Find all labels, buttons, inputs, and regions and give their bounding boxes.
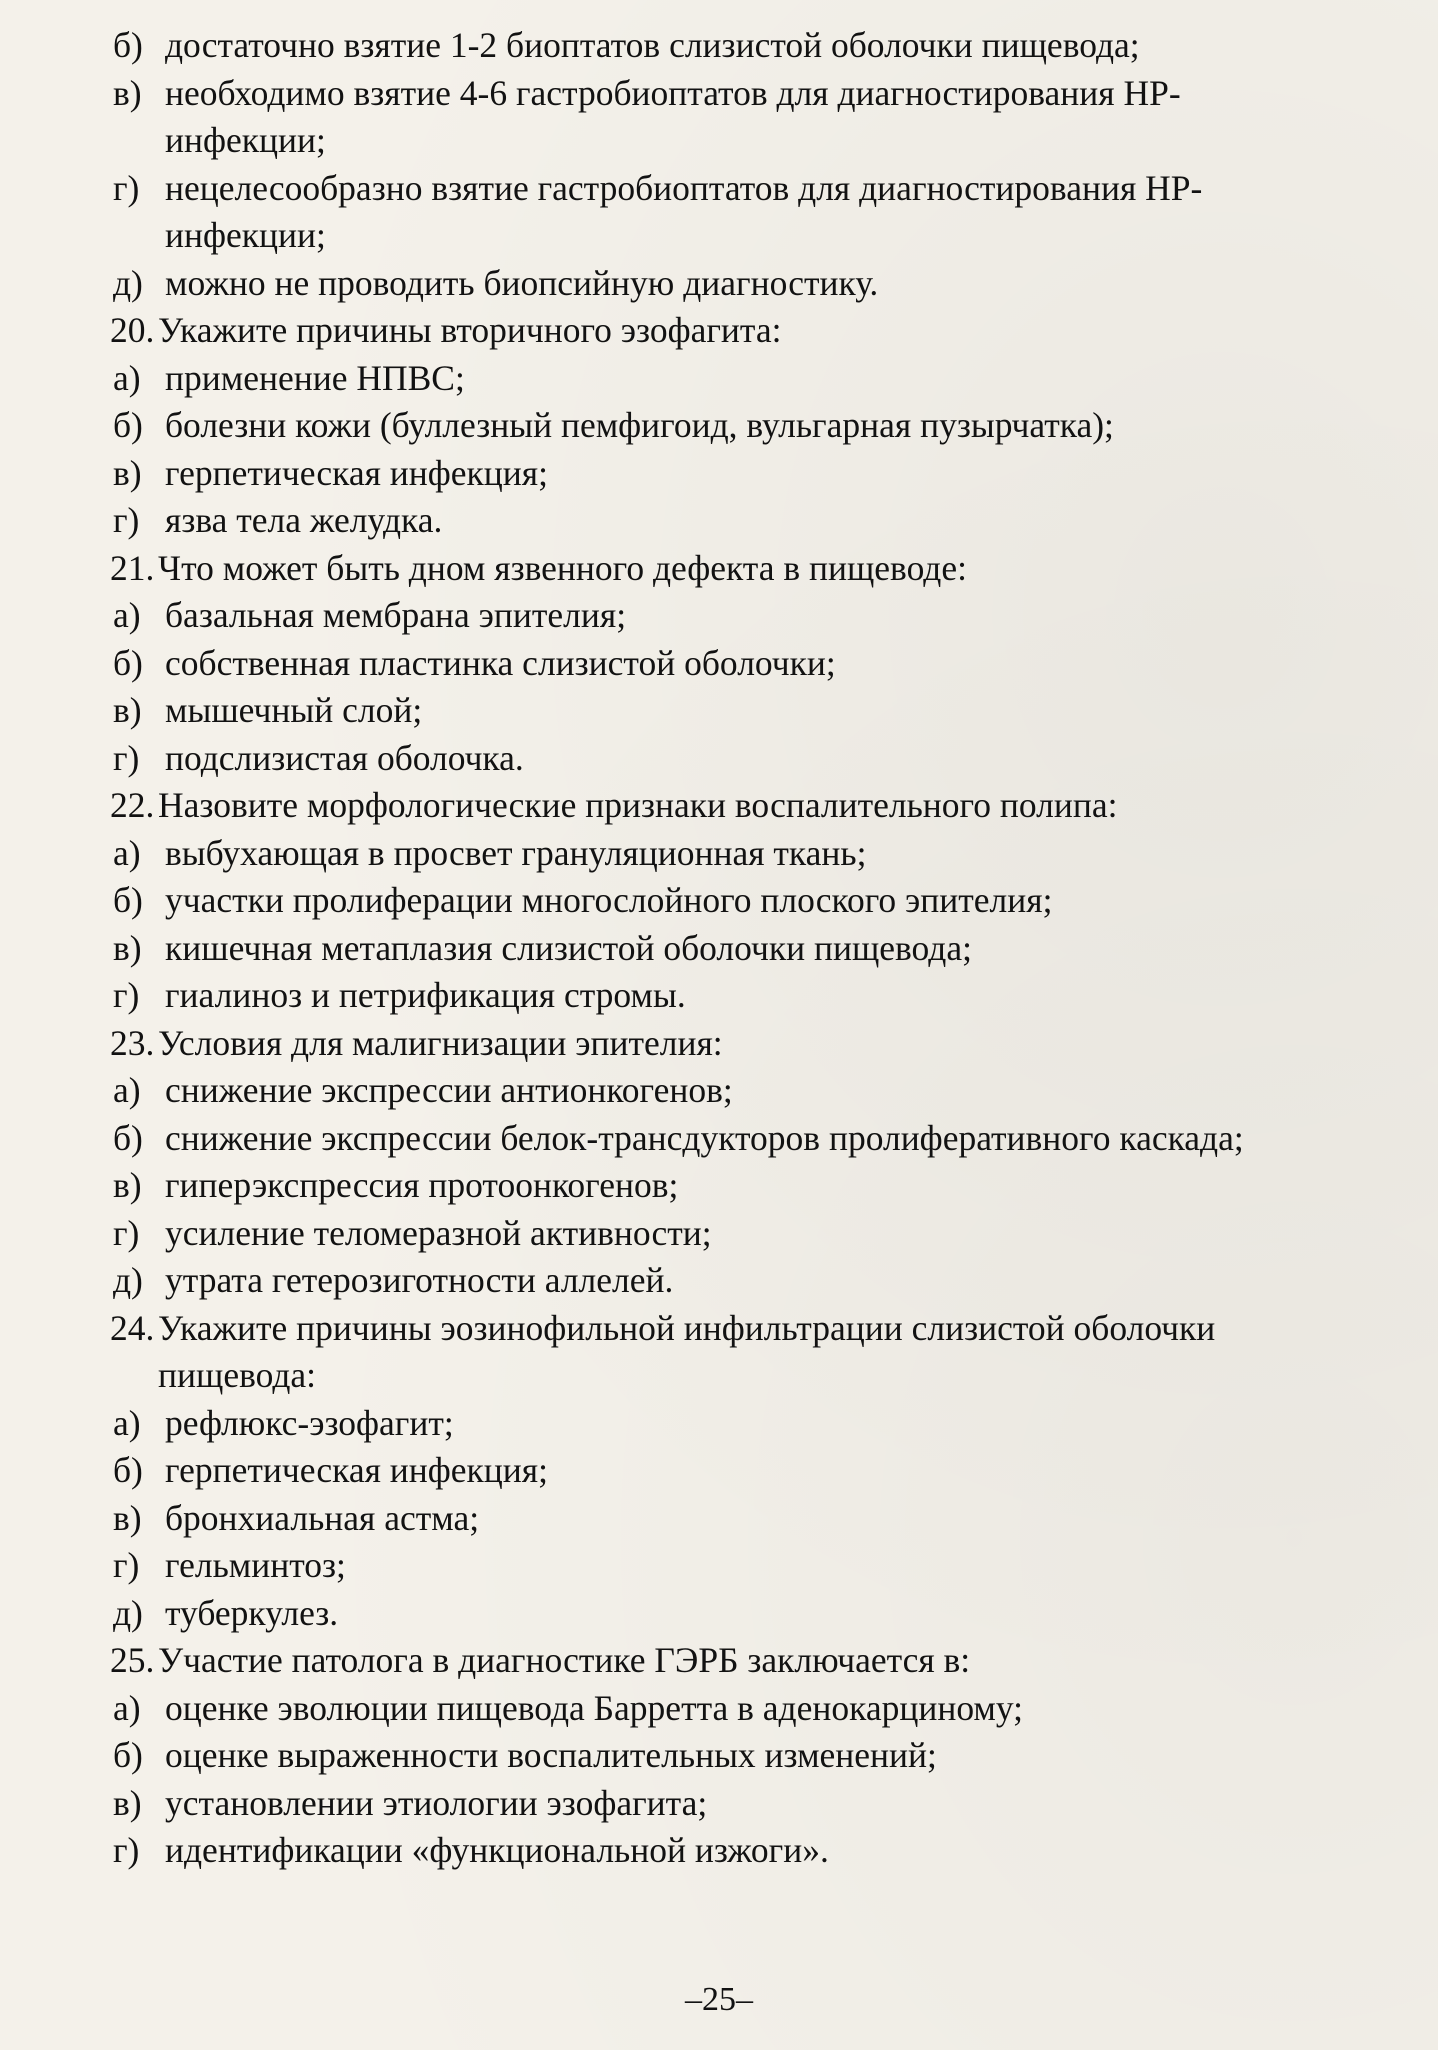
question-heading xyxy=(0,1305,1438,1400)
answer-option xyxy=(0,972,1438,1020)
answer-option xyxy=(0,925,1438,973)
option-letter: в) xyxy=(113,72,142,113)
question-number: 23. xyxy=(110,1022,155,1063)
option-text: оценке эволюции пищевода Барретта в аденокарциному; xyxy=(165,1687,1024,1728)
question-text: Участие патолога в диагностике ГЭРБ заключается в: xyxy=(158,1640,971,1680)
answer-options xyxy=(0,22,1438,307)
option-letter: г) xyxy=(113,975,140,1015)
answer-option xyxy=(0,1210,1438,1258)
option-letter: г) xyxy=(113,1830,140,1870)
question-list xyxy=(0,22,1438,1875)
question-number: 21. xyxy=(110,547,155,588)
answer-option xyxy=(0,640,1438,688)
answer-option xyxy=(0,22,1438,70)
option-text: применение НПВС; xyxy=(165,357,465,398)
option-letter: а) xyxy=(113,357,141,398)
answer-options xyxy=(0,1400,1438,1638)
answer-option xyxy=(0,735,1438,783)
question xyxy=(0,1637,1438,1875)
answer-option xyxy=(0,1732,1438,1780)
option-text: необходимо взятие 4-6 гастробиоптатов для диагностирования НР-инфекции; xyxy=(165,72,1181,160)
option-letter: д) xyxy=(113,262,143,303)
option-text: собственная пластинка слизистой оболочки; xyxy=(165,642,836,683)
option-text: герпетическая инфекция; xyxy=(165,1450,548,1490)
option-letter: б) xyxy=(113,1735,143,1775)
answer-option xyxy=(0,1115,1438,1163)
option-text: выбухающая в просвет грануляционная ткань; xyxy=(165,832,867,873)
answer-option xyxy=(0,70,1438,165)
answer-option xyxy=(0,402,1438,450)
option-letter: б) xyxy=(113,1117,143,1158)
answer-option xyxy=(0,1827,1438,1875)
question-text: Укажите причины эозинофильной инфильтрации слизистой оболочки пищевода: xyxy=(158,1307,1216,1395)
option-text: оценке выраженности воспалительных изменений; xyxy=(165,1735,937,1775)
answer-option xyxy=(0,830,1438,878)
option-text: герпетическая инфекция; xyxy=(165,452,548,493)
question-text: Назовите морфологические признаки воспалительного полипа: xyxy=(158,785,1118,825)
question xyxy=(0,1305,1438,1638)
option-letter: в) xyxy=(113,1165,142,1205)
option-letter: б) xyxy=(113,1450,143,1490)
answer-option xyxy=(0,1257,1438,1305)
option-letter: д) xyxy=(113,1260,143,1300)
answer-options xyxy=(0,355,1438,545)
option-letter: г) xyxy=(113,167,140,208)
option-letter: а) xyxy=(113,1687,141,1728)
question-text: Укажите причины вторичного эзофагита: xyxy=(158,310,782,350)
question-number: 24. xyxy=(110,1307,155,1348)
option-text: достаточно взятие 1-2 биоптатов слизистой оболочки пищевода; xyxy=(165,25,1140,65)
question xyxy=(0,307,1438,545)
question-text: Условия для малигнизации эпителия: xyxy=(158,1022,723,1063)
answer-option xyxy=(0,165,1438,260)
answer-option xyxy=(0,260,1438,308)
option-letter: в) xyxy=(113,1782,142,1823)
question-number: 25. xyxy=(110,1640,155,1680)
option-text: мышечный слой; xyxy=(165,690,423,730)
answer-options xyxy=(0,592,1438,782)
option-text: установлении этиологии эзофагита; xyxy=(165,1782,708,1823)
answer-option xyxy=(0,1447,1438,1495)
answer-option xyxy=(0,592,1438,640)
option-letter: в) xyxy=(113,927,142,968)
question-heading xyxy=(0,782,1438,830)
option-letter: а) xyxy=(113,595,141,635)
option-text: нецелесообразно взятие гастробиоптатов для диагностирования НР-инфекции; xyxy=(165,167,1203,255)
answer-option xyxy=(0,1400,1438,1448)
option-text: болезни кожи (буллезный пемфигоид, вульгарная пузырчатка); xyxy=(165,405,1114,445)
option-letter: а) xyxy=(113,1402,141,1443)
option-letter: б) xyxy=(113,880,143,920)
option-text: гиалиноз и петрификация стромы. xyxy=(165,975,686,1015)
option-text: можно не проводить биопсийную диагностику. xyxy=(165,262,879,303)
option-text: усиление теломеразной активности; xyxy=(165,1212,712,1253)
question-heading xyxy=(0,1637,1438,1685)
answer-option xyxy=(0,1495,1438,1543)
answer-options xyxy=(0,830,1438,1020)
question-text: Что может быть дном язвенного дефекта в пищеводе: xyxy=(158,547,967,588)
option-text: гельминтоз; xyxy=(165,1545,346,1585)
question-heading xyxy=(0,307,1438,355)
option-letter: в) xyxy=(113,1497,142,1538)
option-letter: б) xyxy=(113,405,143,445)
question-number: 22. xyxy=(110,785,155,825)
option-text: идентификации «функциональной изжоги». xyxy=(165,1830,829,1870)
answer-options xyxy=(0,1685,1438,1875)
answer-option xyxy=(0,877,1438,925)
option-letter: б) xyxy=(113,25,143,65)
option-text: бронхиальная астма; xyxy=(165,1497,480,1538)
option-letter: в) xyxy=(113,452,142,493)
option-text: кишечная метаплазия слизистой оболочки пищевода; xyxy=(165,927,972,968)
answer-option xyxy=(0,1162,1438,1210)
answer-option xyxy=(0,1067,1438,1115)
answer-option xyxy=(0,355,1438,403)
answer-option xyxy=(0,450,1438,498)
question-heading xyxy=(0,1020,1438,1068)
question xyxy=(0,782,1438,1020)
option-text: язва тела желудка. xyxy=(165,500,443,540)
option-letter: б) xyxy=(113,642,143,683)
option-text: туберкулез. xyxy=(165,1592,339,1633)
option-text: гиперэкспрессия протоонкогенов; xyxy=(165,1165,679,1205)
option-text: участки пролиферации многослойного плоского эпителия; xyxy=(165,880,1053,920)
option-letter: а) xyxy=(113,1070,141,1110)
option-text: подслизистая оболочка. xyxy=(165,737,524,778)
option-text: снижение экспрессии белок-трансдукторов пролиферативного каскада; xyxy=(165,1117,1244,1158)
option-letter: г) xyxy=(113,1545,140,1585)
answer-option xyxy=(0,1542,1438,1590)
option-letter: г) xyxy=(113,500,140,540)
option-letter: г) xyxy=(113,1212,140,1253)
answer-option xyxy=(0,497,1438,545)
option-letter: д) xyxy=(113,1592,143,1633)
answer-options xyxy=(0,1067,1438,1305)
option-letter: в) xyxy=(113,690,142,730)
answer-option xyxy=(0,1780,1438,1828)
page-number: –25– xyxy=(685,1981,753,2018)
question-heading xyxy=(0,545,1438,593)
option-text: базальная мембрана эпителия; xyxy=(165,595,627,635)
question xyxy=(0,545,1438,783)
answer-option xyxy=(0,1685,1438,1733)
question xyxy=(0,22,1438,307)
question-number: 20. xyxy=(110,310,155,350)
question xyxy=(0,1020,1438,1305)
option-text: снижение экспрессии антионкогенов; xyxy=(165,1070,733,1110)
option-text: утрата гетерозиготности аллелей. xyxy=(165,1260,674,1300)
option-text: рефлюкс-эзофагит; xyxy=(165,1402,454,1443)
option-letter: г) xyxy=(113,737,140,778)
option-letter: а) xyxy=(113,832,141,873)
answer-option xyxy=(0,687,1438,735)
answer-option xyxy=(0,1590,1438,1638)
